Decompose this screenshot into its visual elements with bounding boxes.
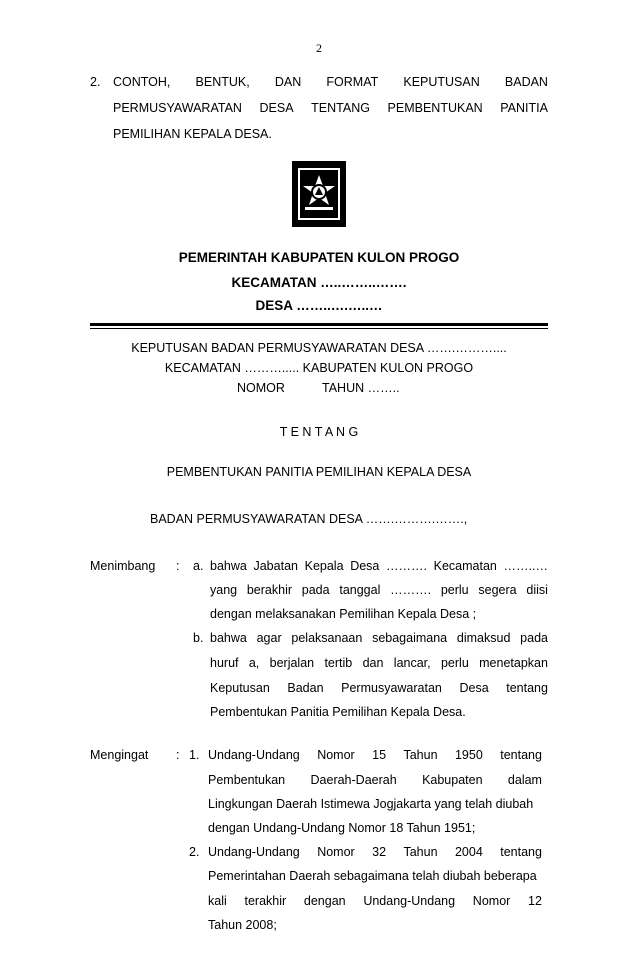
word: dimaksud bbox=[456, 631, 511, 645]
menimbang-a-line-1 bbox=[210, 558, 548, 574]
word: segera bbox=[478, 583, 517, 597]
word: TENTANG bbox=[311, 101, 370, 115]
word: pelaksanaan bbox=[291, 631, 363, 645]
word: Daerah-Daerah bbox=[310, 773, 397, 787]
word: dalam bbox=[507, 773, 542, 787]
menimbang-b-line-1 bbox=[210, 630, 548, 646]
menimbang-label: Menimbang bbox=[90, 559, 156, 573]
mengingat-2-marker: 2. bbox=[189, 845, 200, 859]
word: pada bbox=[520, 631, 548, 645]
decree-subject: PEMBENTUKAN PANITIA PEMILIHAN KEPALA DESA bbox=[166, 465, 472, 479]
mengingat-1-line-2 bbox=[208, 772, 542, 788]
letterhead-desa: DESA ……..….…..… bbox=[255, 298, 383, 313]
word: KEPUTUSAN bbox=[403, 75, 480, 89]
menimbang-colon: : bbox=[176, 559, 180, 573]
decree-title-line-2: KECAMATAN ………..... KABUPATEN KULON PROGO bbox=[164, 361, 474, 375]
decree-nomor: NOMOR bbox=[237, 381, 285, 395]
word: BENTUK, bbox=[195, 75, 250, 89]
letterhead-government: PEMERINTAH KABUPATEN KULON PROGO bbox=[178, 250, 460, 265]
word: Jabatan bbox=[253, 559, 298, 573]
word: 12 bbox=[528, 894, 542, 908]
word: Undang-Undang bbox=[208, 845, 300, 859]
word: dan bbox=[362, 656, 384, 670]
word: Badan bbox=[287, 681, 324, 695]
word: Undang-Undang bbox=[208, 748, 300, 762]
decree-title-line-1: KEPUTUSAN BADAN PERMUSYAWARATAN DESA …….……….... bbox=[131, 341, 507, 355]
menimbang-a-line-3: dengan melaksanakan Pemilihan Kepala Desa ; bbox=[210, 607, 477, 621]
word: agar bbox=[256, 631, 282, 645]
word: huruf bbox=[210, 656, 239, 670]
letterhead-rule-thin bbox=[90, 328, 548, 329]
mengingat-2-line-2: Pemerintahan Daerah sebagaimana telah diubah beberapa bbox=[208, 869, 537, 883]
word: ……..… bbox=[503, 559, 548, 573]
word: a, bbox=[248, 656, 260, 670]
word: Kepala bbox=[304, 559, 344, 573]
mengingat-1-marker: 1. bbox=[189, 748, 200, 762]
word: perlu bbox=[440, 583, 469, 597]
word: bahwa bbox=[210, 631, 247, 645]
word: Pembentukan bbox=[208, 773, 286, 787]
decree-tahun: TAHUN …….. bbox=[322, 381, 400, 395]
word: tertib bbox=[324, 656, 353, 670]
word: DESA bbox=[259, 101, 294, 115]
word: Kecamatan bbox=[433, 559, 497, 573]
section-title-line-3: PEMILIHAN KEPALA DESA. bbox=[113, 127, 272, 141]
word: terakhir bbox=[244, 894, 287, 908]
word: dengan bbox=[303, 894, 346, 908]
word: 2004 bbox=[454, 845, 483, 859]
word: Permusyawaratan bbox=[341, 681, 442, 695]
mengingat-1-line-1 bbox=[208, 747, 542, 763]
word: 15 bbox=[372, 748, 387, 762]
word: berjalan bbox=[269, 656, 315, 670]
mengingat-2-line-4: Tahun 2008; bbox=[208, 918, 277, 932]
word: Nomor bbox=[472, 894, 511, 908]
section-title-line-2 bbox=[113, 100, 548, 116]
section-title-line-1 bbox=[113, 74, 548, 90]
word: Nomor bbox=[317, 845, 355, 859]
word: bahwa bbox=[210, 559, 247, 573]
mengingat-1-line-3: Lingkungan Daerah Istimewa Jogjakarta yang telah diubah bbox=[208, 797, 534, 811]
word: FORMAT bbox=[326, 75, 379, 89]
decree-issuer: BADAN PERMUSYAWARATAN DESA …….……….……., bbox=[150, 512, 468, 526]
mengingat-2-line-3 bbox=[208, 893, 542, 909]
word: Nomor bbox=[317, 748, 355, 762]
word: sebagaimana bbox=[372, 631, 448, 645]
word: diisi bbox=[526, 583, 548, 597]
word: ………. bbox=[386, 559, 427, 573]
menimbang-b-line-2 bbox=[210, 655, 548, 671]
word: tentang bbox=[506, 681, 548, 695]
page-number: 2 bbox=[316, 41, 322, 55]
word: PANITIA bbox=[500, 101, 548, 115]
word: berakhir bbox=[246, 583, 293, 597]
word: PEMBENTUKAN bbox=[387, 101, 483, 115]
word: yang bbox=[210, 583, 238, 597]
word: perlu bbox=[440, 656, 469, 670]
menimbang-b-line-4: Pembentukan Panitia Pemilihan Kepala Desa. bbox=[210, 705, 466, 719]
word: Tahun bbox=[403, 845, 438, 859]
menimbang-b-marker: b. bbox=[193, 631, 204, 645]
word: tentang bbox=[500, 845, 542, 859]
letterhead-rule-thick bbox=[90, 323, 548, 326]
word: CONTOH, bbox=[113, 75, 171, 89]
word: Desa bbox=[459, 681, 489, 695]
word: tanggal bbox=[339, 583, 381, 597]
mengingat-label: Mengingat bbox=[90, 748, 149, 762]
word: Kabupaten bbox=[422, 773, 483, 787]
word: Undang-Undang bbox=[363, 894, 456, 908]
menimbang-a-line-2 bbox=[210, 582, 548, 598]
section-number: 2. bbox=[90, 75, 101, 89]
menimbang-b-line-3 bbox=[210, 680, 548, 696]
word: ………. bbox=[390, 583, 432, 597]
word: kali bbox=[208, 894, 227, 908]
word: 1950 bbox=[454, 748, 483, 762]
word: lancar, bbox=[393, 656, 431, 670]
kulon-progo-emblem bbox=[291, 160, 347, 228]
mengingat-2-line-1 bbox=[208, 844, 542, 860]
mengingat-colon: : bbox=[176, 748, 180, 762]
word: Tahun bbox=[403, 748, 438, 762]
word: pada bbox=[301, 583, 330, 597]
letterhead-kecamatan: KECAMATAN …..……..……. bbox=[231, 275, 407, 290]
word: 32 bbox=[372, 845, 387, 859]
word: DAN bbox=[274, 75, 302, 89]
word: PERMUSYAWARATAN bbox=[113, 101, 242, 115]
word: Keputusan bbox=[210, 681, 270, 695]
word: Desa bbox=[350, 559, 380, 573]
word: menetapkan bbox=[479, 656, 548, 670]
word: BADAN bbox=[504, 75, 548, 89]
mengingat-1-line-4: dengan Undang-Undang Nomor 18 Tahun 1951; bbox=[208, 821, 476, 835]
menimbang-a-marker: a. bbox=[193, 559, 204, 573]
word: tentang bbox=[500, 748, 542, 762]
decree-tentang: T E N T A N G bbox=[279, 425, 359, 439]
